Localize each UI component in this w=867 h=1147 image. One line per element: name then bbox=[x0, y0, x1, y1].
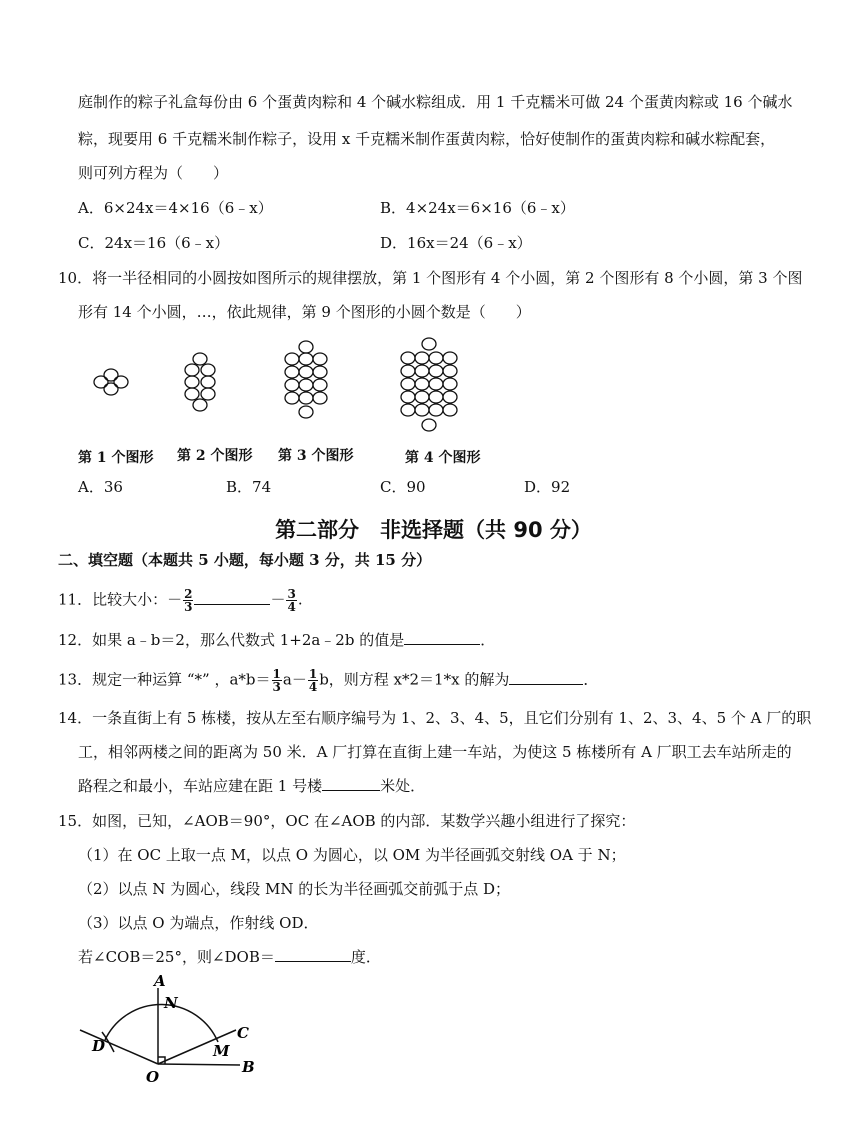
label-c: C bbox=[237, 1024, 249, 1042]
q14-line1: 14．一条直街上有 5 栋楼，按从左至右顺序编号为 1、2、3、4、5，且它们分别有 1、2、3、4、5 个 A 厂的职 bbox=[58, 709, 812, 727]
fill-blank-heading: 二、填空题（本题共 5 小题，每小题 3 分，共 15 分） bbox=[58, 551, 432, 569]
label-n: N bbox=[164, 994, 178, 1012]
q10-option-d: D．92 bbox=[524, 478, 571, 496]
arc-om bbox=[105, 1005, 218, 1042]
q10-option-a: A．36 bbox=[78, 478, 123, 496]
q10-line2: 形有 14 个小圆，…，依此规律，第 9 个图形的小圆个数是（ ） bbox=[78, 303, 531, 321]
label-a: A bbox=[154, 972, 166, 990]
q9-option-c: C．24x＝16（6﹣x） bbox=[78, 234, 230, 252]
circle-pattern-figure bbox=[0, 330, 867, 440]
q11-answer-blank[interactable] bbox=[194, 590, 270, 605]
q13: 13．规定一种运算 “*” ，a*b＝ $\frac{1}{3}$ a－ $\frac{1}{4}$ b，则方程 x*2＝1*x 的解为 ． bbox=[58, 667, 599, 694]
q10-option-c: C．90 bbox=[380, 478, 426, 496]
q14-line3: 路程之和最小，车站应建在距 1 号楼 米处． bbox=[78, 777, 426, 795]
label-d: D bbox=[92, 1037, 106, 1055]
q11: 11．比较大小：－ $\frac{2}{3}$ － $\frac{3}{4}$ . bbox=[58, 587, 303, 614]
figure-2-caption: 第 2 个图形 bbox=[177, 448, 253, 464]
label-m: M bbox=[213, 1042, 230, 1060]
q12-text: 12．如果 a﹣b＝2，那么代数式 1+2a﹣2b 的值是 bbox=[58, 631, 405, 649]
figure-3-caption: 第 3 个图形 bbox=[278, 448, 354, 464]
q15-step3: （3）以点 O 为端点，作射线 OD． bbox=[78, 914, 319, 932]
q11-fraction-2: $\frac{3}{4}$ bbox=[287, 587, 296, 614]
q15-line1: 15．如图，已知，∠AOB＝90°，OC 在∠AOB 的内部．某数学兴趣小组进行了探究： bbox=[58, 812, 636, 830]
q9-line2: 粽，现要用 6 千克糯米制作粽子，设用 x 千克糯米制作蛋黄肉粽，恰好使制作的蛋黄肉粽和碱水粽配套， bbox=[78, 130, 776, 148]
q15-question: 若∠COB＝25°，则∠DOB＝ 度． bbox=[78, 948, 381, 966]
q13-fraction-1: $\frac{1}{3}$ bbox=[272, 667, 281, 694]
q9-line1: 庭制作的粽子礼盒每份由 6 个蛋黄肉粽和 4 个碱水粽组成．用 1 千克糯米可做 24 个蛋黄肉粽或 16 个碱水 bbox=[78, 93, 793, 111]
q14-answer-blank[interactable] bbox=[322, 776, 380, 791]
section-title: 第二部分 非选择题（共 90 分） bbox=[275, 518, 592, 542]
figure-4-caption: 第 4 个图形 bbox=[405, 450, 481, 466]
q10-option-b: B．74 bbox=[226, 478, 272, 496]
pattern-figure-4 bbox=[401, 338, 457, 431]
pattern-figure-3 bbox=[285, 341, 327, 418]
q13-prefix: 13．规定一种运算 “*” ，a*b＝ bbox=[58, 670, 271, 689]
pattern-figure-2 bbox=[185, 353, 215, 411]
ray-ob bbox=[158, 1064, 240, 1065]
q11-fraction-1: $\frac{2}{3}$ bbox=[184, 587, 193, 614]
q9-option-d: D．16x＝24（6﹣x） bbox=[380, 234, 532, 252]
q13-fraction-2: $\frac{1}{4}$ bbox=[308, 667, 318, 694]
q12-answer-blank[interactable] bbox=[404, 630, 480, 645]
q10-line1: 10．将一半径相同的小圆按如图所示的规律摆放，第 1 个图形有 4 个小圆，第 2 个图形有 8 个小圆，第 3 个图 bbox=[58, 269, 803, 287]
q15-step1: （1）在 OC 上取一点 M，以点 O 为圆心，以 OM 为半径画弧交射线 OA 于 N； bbox=[78, 846, 626, 864]
label-o: O bbox=[146, 1068, 160, 1086]
pattern-figure-1 bbox=[94, 369, 128, 395]
q11-prefix: 11．比较大小：－ bbox=[58, 590, 183, 609]
angle-construction-figure bbox=[70, 968, 270, 1088]
q9-option-b: B．4×24x＝6×16（6﹣x） bbox=[380, 199, 575, 217]
q12: 12．如果 a﹣b＝2，那么代数式 1+2a﹣2b 的值是 ． bbox=[58, 631, 496, 649]
label-b: B bbox=[242, 1058, 255, 1076]
q14-line2: 工，相邻两楼之间的距离为 50 米．A 厂打算在直街上建一车站，为使这 5 栋楼所有 A 厂职工去车站所走的 bbox=[78, 743, 792, 761]
q15-answer-blank[interactable] bbox=[275, 947, 351, 962]
q15-step2: （2）以点 N 为圆心，线段 MN 的长为半径画弧交前弧于点 D； bbox=[78, 880, 511, 898]
figure-1-caption: 第 1 个图形 bbox=[78, 450, 154, 466]
q9-line3: 则可列方程为（ ） bbox=[78, 164, 229, 182]
q13-answer-blank[interactable] bbox=[509, 670, 583, 685]
q9-option-a: A．6×24x＝4×16（6﹣x） bbox=[78, 199, 273, 217]
